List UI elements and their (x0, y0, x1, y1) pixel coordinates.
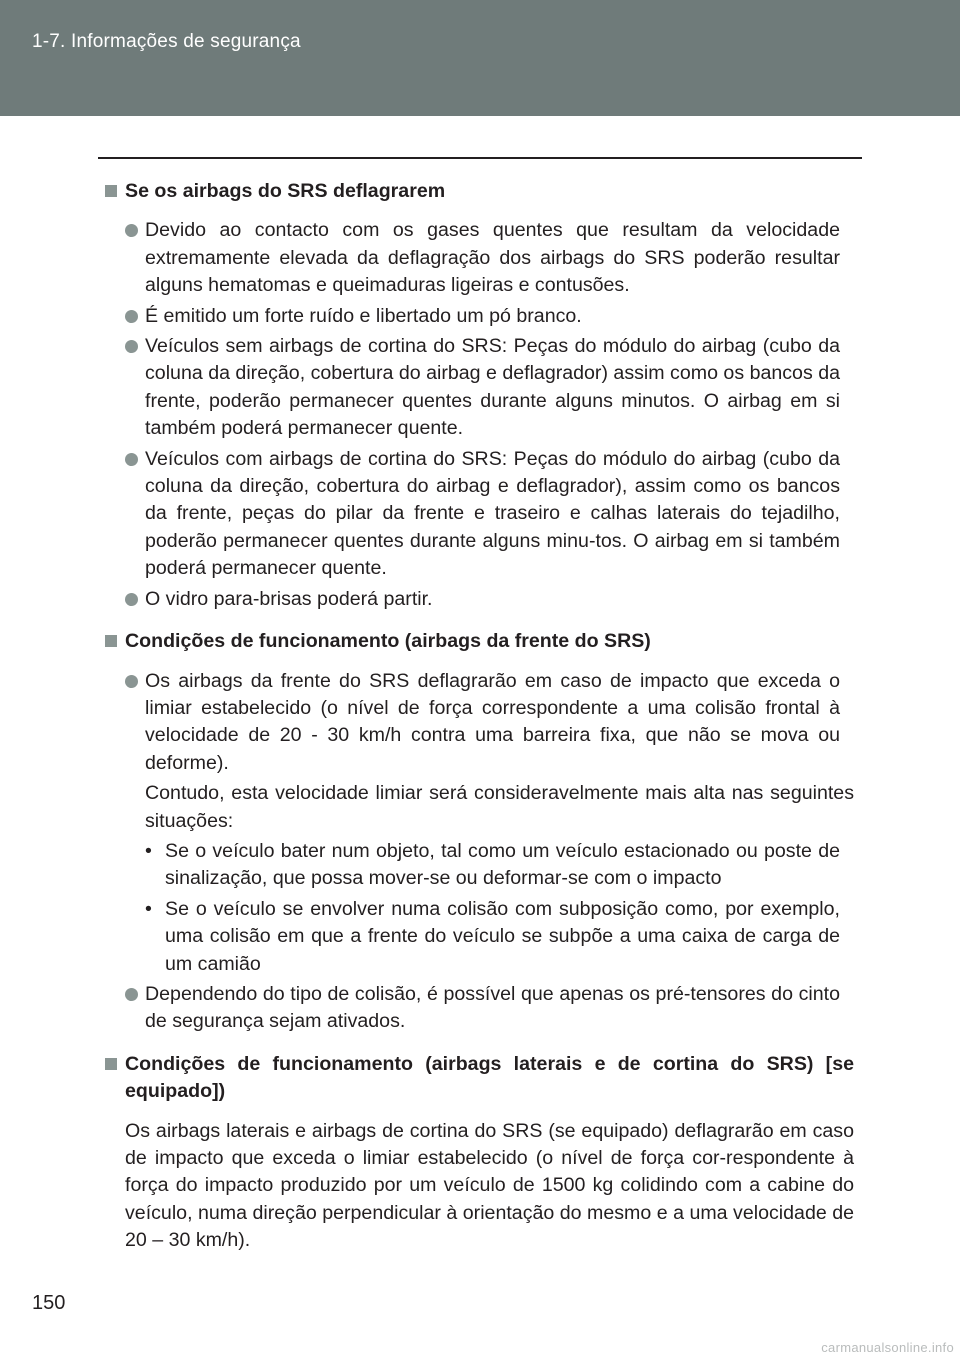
section-heading (104, 178, 854, 205)
dot-marker: • (145, 897, 152, 920)
list-item (104, 217, 854, 299)
list-item (104, 981, 854, 1036)
watermark: carmanualsonline.info (821, 1340, 954, 1355)
list-item-text: Veículos sem airbags de cortina do SRS: Peças do módulo do airbag (cubo da coluna da direção, cobertura do airbag e deflagrador) assim como os bancos da frente, poderão permanecer quentes durante alguns minutos. O airbag em si também poderá permanecer quente. (145, 335, 840, 440)
square-bullet-icon (105, 635, 117, 647)
circle-bullet-icon (125, 310, 138, 323)
top-rule (98, 157, 862, 159)
circle-bullet-icon (125, 340, 138, 353)
section-heading-text: Condições de funcionamento (airbags da frente do SRS) (125, 630, 651, 653)
body-paragraph: Os airbags laterais e airbags de cortina do SRS (se equipado) deflagrarão em caso de impacto que exceda o limiar estabelecido (o nível de força cor-respondente à força do impacto produzido por um veículo de 1500 kg colidindo com a cabine do veículo, numa direção perpendicular à orientação do mesmo e a uma velocidade de 20 – 30 km/h). (125, 1119, 854, 1252)
circle-bullet-icon (125, 224, 138, 237)
circle-bullet-icon (125, 593, 138, 606)
circle-bullet-icon (125, 453, 138, 466)
square-bullet-icon (105, 1058, 117, 1070)
page-header (0, 0, 960, 116)
list-item-text: Os airbags da frente do SRS deflagrarão em caso de impacto que exceda o limiar estabelecido (o nível de força correspondente a uma colisão frontal à velocidade de 20 - 30 km/h contra uma barreira fixa, que não se mova ou deforme). (145, 669, 840, 774)
section-heading-text: Se os airbags do SRS deflagrarem (125, 180, 446, 202)
section-heading (104, 628, 854, 655)
list-item (104, 446, 854, 583)
square-bullet-icon (105, 185, 117, 197)
list-item (104, 333, 854, 443)
sub-list-item (104, 838, 854, 893)
sub-list-item-text: Se o veículo se envolver numa colisão com subposição como, por exemplo, uma colisão em que a frente do veículo se subpõe a uma caixa de carga de um camião (165, 897, 840, 975)
continuation-paragraph: Contudo, esta velocidade limiar será consideravelmente mais alta nas seguintes situações: (145, 782, 854, 832)
page-number: 150 (32, 1292, 66, 1314)
list-item (104, 668, 854, 778)
circle-bullet-icon (125, 988, 138, 1001)
list-item (104, 303, 854, 330)
list-item (104, 586, 854, 613)
list-item-text: Veículos com airbags de cortina do SRS: Peças do módulo do airbag (cubo da coluna da direção, cobertura do airbag e deflagrador), assim como os bancos da frente, peças do pilar da frente e traseiro e calhas laterais do tejadilho, poderão permanecer quentes durante alguns minu-tos. O airbag em si também poderá permanecer quente. (145, 447, 840, 580)
list-item-text: É emitido um forte ruído e libertado um pó branco. (145, 304, 582, 327)
list-item-text: Dependendo do tipo de colisão, é possível que apenas os pré-tensores do cinto de segurança sejam ativados. (145, 982, 840, 1033)
chapter-title: 1-7. Informações de segurança (32, 31, 301, 52)
sub-list-item (104, 896, 854, 978)
page-content (104, 178, 854, 1255)
list-item-text: O vidro para-brisas poderá partir. (145, 587, 433, 610)
sub-list-item-text: Se o veículo bater num objeto, tal como um veículo estacionado ou poste de sinalização, que possa mover-se ou deformar-se com o impacto (165, 839, 840, 890)
list-item-text: Devido ao contacto com os gases quentes que resultam da velocidade extremamente elevada da deflagração dos airbags do SRS poderão resultar alguns hematomas e queimaduras ligeiras e contusões. (145, 219, 840, 297)
dot-marker: • (145, 839, 152, 862)
circle-bullet-icon (125, 675, 138, 688)
section-heading-text: Condições de funcionamento (airbags laterais e de cortina do SRS) [se equipado]) (125, 1052, 854, 1103)
section-heading (104, 1051, 854, 1106)
